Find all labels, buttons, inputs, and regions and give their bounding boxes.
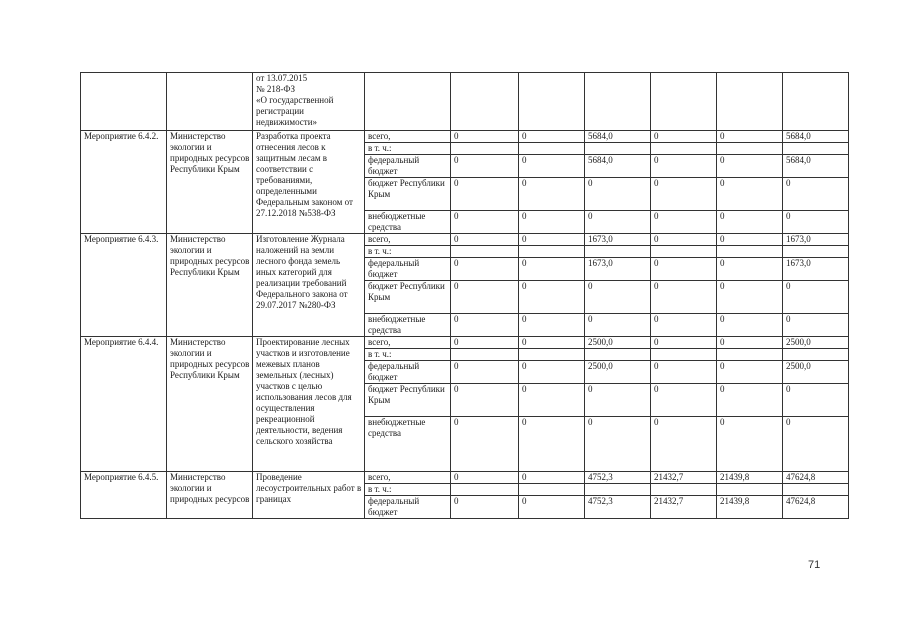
amount-cell: 21439,8 xyxy=(717,472,783,484)
funding-source: федеральный бюджет xyxy=(365,361,451,384)
amount-cell: 0 xyxy=(783,211,849,234)
amount-cell: 0 xyxy=(717,314,783,337)
amount-cell: 0 xyxy=(519,155,585,178)
amount-cell: 0 xyxy=(717,178,783,211)
amount-cell: 0 xyxy=(519,384,585,417)
amount-cell: 0 xyxy=(451,234,519,246)
amount-cell: 47624,8 xyxy=(783,496,849,519)
table-row xyxy=(81,337,849,349)
amount-cell: 0 xyxy=(717,361,783,384)
amount-cell: 0 xyxy=(585,178,651,211)
amount-cell: 0 xyxy=(651,384,717,417)
funding-source: федеральный бюджет xyxy=(365,258,451,281)
funding-source: бюджет Республики Крым xyxy=(365,281,451,314)
amount-cell: 0 xyxy=(651,155,717,178)
amount-cell: 0 xyxy=(651,131,717,143)
amount-cell: 0 xyxy=(783,178,849,211)
amount-cell: 2500,0 xyxy=(783,361,849,384)
amount-cell: 0 xyxy=(451,314,519,337)
amount-cell xyxy=(783,143,849,155)
amount-cell xyxy=(651,349,717,361)
amount-cell: 0 xyxy=(717,337,783,349)
table-row xyxy=(81,73,849,131)
amount-cell: 0 xyxy=(651,337,717,349)
amount-cell xyxy=(717,143,783,155)
amount-cell xyxy=(519,143,585,155)
amount-cell: 0 xyxy=(519,258,585,281)
table-cell xyxy=(717,73,783,131)
table-cell xyxy=(783,73,849,131)
amount-cell: 0 xyxy=(585,211,651,234)
amount-cell xyxy=(717,484,783,496)
amount-cell: 0 xyxy=(717,131,783,143)
measure-ministry: Министерство экологии и природных ресурсов xyxy=(167,472,253,519)
amount-cell: 0 xyxy=(519,281,585,314)
amount-cell: 0 xyxy=(717,281,783,314)
table-row xyxy=(81,234,849,246)
amount-cell: 0 xyxy=(651,417,717,472)
amount-cell: 0 xyxy=(651,281,717,314)
funding-source: внебюджетные средства xyxy=(365,211,451,234)
amount-cell: 0 xyxy=(451,496,519,519)
table-cell xyxy=(519,73,585,131)
table-cell xyxy=(81,73,167,131)
funding-source: федеральный бюджет xyxy=(365,155,451,178)
amount-cell: 0 xyxy=(451,472,519,484)
amount-cell: 47624,8 xyxy=(783,472,849,484)
funding-source: федеральный бюджет xyxy=(365,496,451,519)
funding-source: всего, xyxy=(365,131,451,143)
funding-source: всего, xyxy=(365,234,451,246)
measure-description: Разработка проекта отнесения лесов к защитным лесам в соответствии с требованиями, определенными Федеральным законом от 27.12.2018 №538-ФЗ xyxy=(253,131,365,234)
amount-cell: 0 xyxy=(451,178,519,211)
amount-cell: 0 xyxy=(717,155,783,178)
amount-cell: 0 xyxy=(519,361,585,384)
amount-cell xyxy=(783,484,849,496)
amount-cell: 0 xyxy=(585,417,651,472)
funding-source: всего, xyxy=(365,337,451,349)
amount-cell: 0 xyxy=(519,131,585,143)
measure-description: Проектирование лесных участков и изготовление межевых планов земельных (лесных) участков с целью использования лесов для осуществления рекреационной деятельности, ведения сельского хозяйства xyxy=(253,337,365,472)
amount-cell xyxy=(783,349,849,361)
amount-cell: 5684,0 xyxy=(585,131,651,143)
amount-cell xyxy=(651,143,717,155)
amount-cell: 2500,0 xyxy=(585,337,651,349)
amount-cell xyxy=(717,246,783,258)
amount-cell: 0 xyxy=(451,417,519,472)
measure-name: Мероприятие 6.4.4. xyxy=(81,337,167,472)
amount-cell xyxy=(519,484,585,496)
amount-cell xyxy=(783,246,849,258)
amount-cell: 21432,7 xyxy=(651,496,717,519)
amount-cell xyxy=(585,246,651,258)
amount-cell xyxy=(585,484,651,496)
amount-cell: 5684,0 xyxy=(585,155,651,178)
amount-cell xyxy=(519,349,585,361)
funding-source: внебюджетные средства xyxy=(365,417,451,472)
amount-cell: 0 xyxy=(651,361,717,384)
amount-cell: 5684,0 xyxy=(783,155,849,178)
amount-cell xyxy=(651,484,717,496)
amount-cell: 1673,0 xyxy=(783,234,849,246)
amount-cell: 0 xyxy=(783,417,849,472)
amount-cell: 0 xyxy=(451,131,519,143)
amount-cell: 21439,8 xyxy=(717,496,783,519)
funding-source: всего, xyxy=(365,472,451,484)
amount-cell: 0 xyxy=(519,472,585,484)
amount-cell xyxy=(585,349,651,361)
amount-cell: 0 xyxy=(451,211,519,234)
amount-cell xyxy=(451,349,519,361)
amount-cell: 0 xyxy=(783,384,849,417)
amount-cell xyxy=(717,349,783,361)
amount-cell: 0 xyxy=(451,337,519,349)
amount-cell: 0 xyxy=(783,281,849,314)
funding-source: бюджет Республики Крым xyxy=(365,384,451,417)
amount-cell xyxy=(651,246,717,258)
amount-cell: 1673,0 xyxy=(585,258,651,281)
funding-source: бюджет Республики Крым xyxy=(365,178,451,211)
table-cell xyxy=(451,73,519,131)
amount-cell: 2500,0 xyxy=(783,337,849,349)
amount-cell: 4752,3 xyxy=(585,496,651,519)
amount-cell: 0 xyxy=(585,314,651,337)
amount-cell: 0 xyxy=(519,496,585,519)
amount-cell: 2500,0 xyxy=(585,361,651,384)
amount-cell: 1673,0 xyxy=(585,234,651,246)
amount-cell: 0 xyxy=(585,281,651,314)
amount-cell: 0 xyxy=(519,234,585,246)
budget-table xyxy=(80,72,849,519)
amount-cell: 0 xyxy=(651,258,717,281)
table-cell xyxy=(365,73,451,131)
measure-ministry: Министерство экологии и природных ресурсов Республики Крым xyxy=(167,234,253,337)
amount-cell: 0 xyxy=(519,417,585,472)
measure-description: Проведение лесоустроительных работ в границах xyxy=(253,472,365,519)
measure-name: Мероприятие 6.4.2. xyxy=(81,131,167,234)
amount-cell: 0 xyxy=(519,314,585,337)
amount-cell: 0 xyxy=(519,211,585,234)
amount-cell: 0 xyxy=(519,178,585,211)
measure-name: Мероприятие 6.4.5. xyxy=(81,472,167,519)
amount-cell xyxy=(519,246,585,258)
funding-source: в т. ч.: xyxy=(365,484,451,496)
amount-cell: 0 xyxy=(585,384,651,417)
amount-cell: 0 xyxy=(651,314,717,337)
amount-cell: 0 xyxy=(717,417,783,472)
amount-cell: 0 xyxy=(451,384,519,417)
measure-ministry: Министерство экологии и природных ресурсов Республики Крым xyxy=(167,337,253,472)
amount-cell xyxy=(451,143,519,155)
amount-cell: 0 xyxy=(651,178,717,211)
table-cell xyxy=(167,73,253,131)
page-number: 71 xyxy=(808,559,821,571)
amount-cell: 0 xyxy=(717,211,783,234)
measure-ministry: Министерство экологии и природных ресурсов Республики Крым xyxy=(167,131,253,234)
amount-cell: 0 xyxy=(783,314,849,337)
funding-source: в т. ч.: xyxy=(365,349,451,361)
amount-cell: 0 xyxy=(519,337,585,349)
measure-name: Мероприятие 6.4.3. xyxy=(81,234,167,337)
amount-cell: 0 xyxy=(717,234,783,246)
table-cell xyxy=(585,73,651,131)
table-row xyxy=(81,131,849,143)
amount-cell: 0 xyxy=(651,211,717,234)
amount-cell xyxy=(451,484,519,496)
amount-cell: 1673,0 xyxy=(783,258,849,281)
measure-description: Изготовление Журнала наложений на земли лесного фонда земель иных категорий для реализации требований Федерального закона от 29.07.2017 №280-ФЗ xyxy=(253,234,365,337)
amount-cell: 21432,7 xyxy=(651,472,717,484)
amount-cell: 0 xyxy=(451,258,519,281)
amount-cell: 0 xyxy=(451,361,519,384)
table-row xyxy=(81,472,849,484)
amount-cell: 0 xyxy=(451,281,519,314)
table-cell: от 13.07.2015 № 218-ФЗ «О государственной регистрации недвижимости» xyxy=(253,73,365,131)
funding-source: внебюджетные средства xyxy=(365,314,451,337)
amount-cell: 0 xyxy=(651,234,717,246)
amount-cell: 0 xyxy=(717,258,783,281)
amount-cell: 0 xyxy=(717,384,783,417)
funding-source: в т. ч.: xyxy=(365,143,451,155)
amount-cell xyxy=(585,143,651,155)
amount-cell: 5684,0 xyxy=(783,131,849,143)
amount-cell xyxy=(451,246,519,258)
funding-source: в т. ч.: xyxy=(365,246,451,258)
amount-cell: 4752,3 xyxy=(585,472,651,484)
table-cell xyxy=(651,73,717,131)
amount-cell: 0 xyxy=(451,155,519,178)
